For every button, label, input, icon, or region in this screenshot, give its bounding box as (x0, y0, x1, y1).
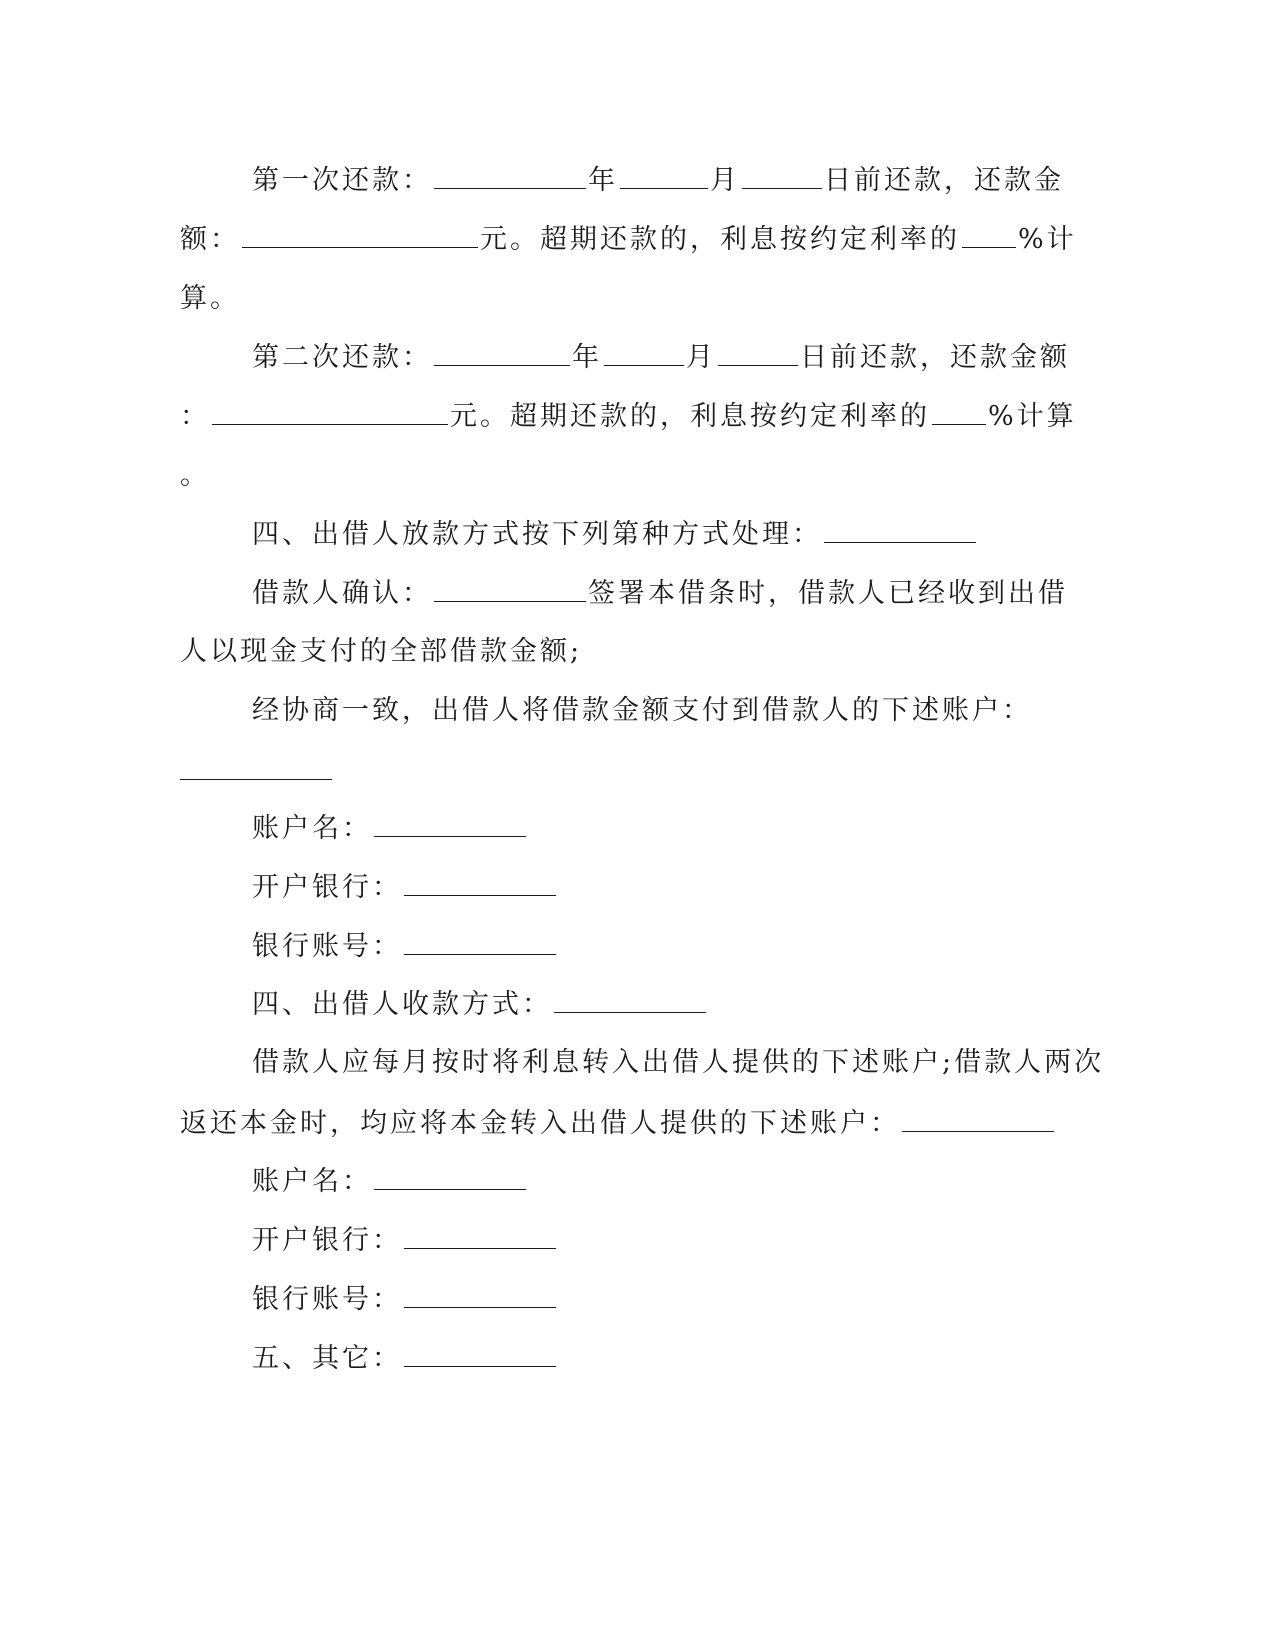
account-name-line (252, 810, 528, 846)
repayment-amount-text: 日前还款，还款金 (824, 165, 1064, 196)
lending-method-line (252, 516, 978, 552)
account-agreement-line: 经协商一致，出借人将借款金额支付到借款人的下述账户： (252, 695, 1032, 726)
blank-amount-field[interactable] (212, 398, 448, 425)
bank-line (252, 869, 558, 905)
blank-method-field[interactable] (824, 516, 976, 543)
blank-rate-field[interactable] (962, 221, 1016, 248)
blank-month-field[interactable] (620, 162, 708, 189)
account-number-line (252, 928, 558, 964)
first-repayment-line-2 (180, 221, 1077, 257)
colon-text: ： (180, 401, 210, 432)
overdue-interest-text: 元。超期还款的，利息按约定利率的 (480, 224, 960, 255)
borrower-confirm-line-2: 人以现金支付的全部借款金额; (180, 636, 583, 667)
first-repayment-line-3: 算。 (180, 283, 240, 314)
year-label: 年 (572, 342, 602, 373)
account-name-label: 账户名： (252, 1166, 372, 1197)
account-number-label: 银行账号： (252, 1284, 402, 1315)
blank-year-field[interactable] (434, 339, 570, 366)
borrower-confirm-line-1 (252, 575, 1068, 611)
repayment-amount-text: 日前还款，还款金额 (800, 342, 1070, 373)
percent-text: %计算 (988, 401, 1077, 432)
blank-account-number-field[interactable] (404, 1281, 556, 1308)
blank-amount-field[interactable] (242, 221, 478, 248)
interest-transfer-line-2 (180, 1105, 1056, 1141)
bank-label: 开户银行： (252, 872, 402, 903)
bank-line (252, 1222, 558, 1258)
collection-method-label: 四、出借人收款方式： (252, 989, 552, 1020)
overdue-interest-text: 元。超期还款的，利息按约定利率的 (450, 401, 930, 432)
blank-account-field[interactable] (180, 779, 332, 780)
second-repayment-line-1 (252, 339, 1070, 375)
blank-transfer-field[interactable] (902, 1105, 1054, 1132)
amount-label: 额： (180, 224, 240, 255)
blank-confirm-field[interactable] (434, 575, 586, 602)
month-label: 月 (686, 342, 716, 373)
blank-bank-field[interactable] (404, 1222, 556, 1249)
account-number-line (252, 1281, 558, 1317)
second-repayment-label: 第二次还款： (252, 342, 432, 373)
blank-year-field[interactable] (434, 162, 586, 189)
blank-bank-field[interactable] (404, 869, 556, 896)
blank-rate-field[interactable] (932, 398, 986, 425)
collection-method-line (252, 986, 708, 1022)
second-repayment-line-2 (180, 398, 1077, 434)
first-repayment-label: 第一次还款： (252, 165, 432, 196)
account-name-label: 账户名： (252, 813, 372, 844)
year-label: 年 (588, 165, 618, 196)
interest-transfer-text: 返还本金时，均应将本金转入出借人提供的下述账户： (180, 1108, 900, 1139)
first-repayment-line-1 (252, 162, 1064, 198)
blank-day-field[interactable] (742, 162, 822, 189)
percent-text: %计 (1018, 224, 1077, 255)
borrower-confirm-label: 借款人确认： (252, 578, 432, 609)
blank-collection-field[interactable] (554, 986, 706, 1013)
account-name-line (252, 1163, 528, 1199)
blank-account-name-field[interactable] (374, 810, 526, 837)
blank-account-number-field[interactable] (404, 928, 556, 955)
other-line (252, 1340, 558, 1376)
interest-transfer-line-1: 借款人应每月按时将利息转入出借人提供的下述账户;借款人两次 (252, 1047, 1105, 1078)
blank-other-field[interactable] (404, 1340, 556, 1367)
other-label: 五、其它： (252, 1343, 402, 1374)
month-label: 月 (710, 165, 740, 196)
account-number-label: 银行账号： (252, 931, 402, 962)
lending-method-text: 四、出借人放款方式按下列第种方式处理： (252, 519, 822, 550)
blank-month-field[interactable] (604, 339, 684, 366)
second-repayment-line-3: 。 (180, 460, 210, 491)
blank-account-name-field[interactable] (374, 1163, 526, 1190)
blank-day-field[interactable] (718, 339, 798, 366)
borrower-confirm-text: 签署本借条时，借款人已经收到出借 (588, 578, 1068, 609)
bank-label: 开户银行： (252, 1225, 402, 1256)
